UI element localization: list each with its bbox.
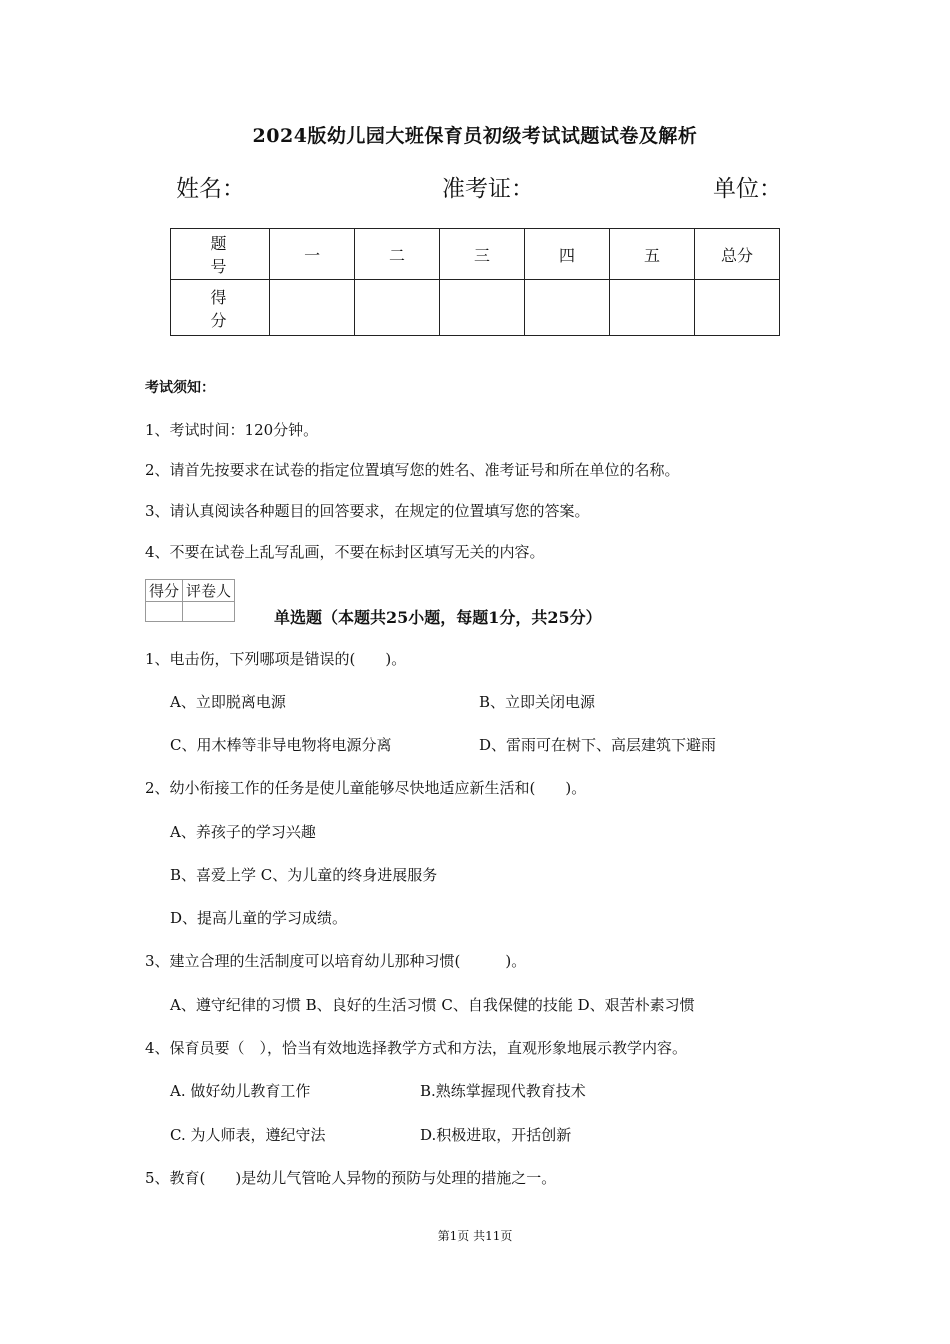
score-column-header: 四	[525, 229, 610, 280]
question-option[interactable]: D、雷雨可在树下、高层建筑下避雨	[479, 736, 717, 754]
question-option[interactable]: D、提高儿童的学习成绩。	[170, 909, 348, 927]
notice-item: 4、不要在试卷上乱写乱画，不要在标封区填写无关的内容。	[145, 543, 545, 561]
grader-box	[145, 579, 235, 622]
question-option[interactable]: B、立即关闭电源	[479, 693, 596, 711]
question-option[interactable]: B、喜爱上学 C、为儿童的终身进展服务	[170, 866, 438, 884]
candidate-info-row	[0, 170, 950, 204]
notice-item: 1、考试时间：120分钟。	[145, 421, 319, 439]
grader-name-cell[interactable]	[183, 602, 235, 622]
score-cell[interactable]	[525, 280, 610, 336]
score-column-header: 总分	[694, 229, 779, 280]
score-column-header: 三	[440, 229, 525, 280]
question-option[interactable]: A、立即脱离电源	[170, 693, 286, 711]
question-option[interactable]: C、用木棒等非导电物将电源分离	[170, 736, 392, 754]
question-option[interactable]: B.熟练掌握现代教育技术	[420, 1082, 586, 1100]
score-column-header: 二	[355, 229, 440, 280]
grader-score-cell[interactable]	[146, 602, 183, 622]
score-row-label: 得 分	[171, 280, 270, 336]
grader-name-label: 评卷人	[183, 580, 235, 602]
score-cell[interactable]	[355, 280, 440, 336]
score-cell[interactable]	[270, 280, 355, 336]
score-table-score-row	[171, 280, 780, 336]
question-stem: 1、电击伤，下列哪项是错误的( )。	[145, 650, 407, 668]
score-column-header: 一	[270, 229, 355, 280]
score-cell[interactable]	[609, 280, 694, 336]
notice-title: 考试须知：	[145, 380, 215, 396]
score-cell[interactable]	[440, 280, 525, 336]
question-stem: 5、教育( )是幼儿气管呛人异物的预防与处理的措施之一。	[145, 1169, 557, 1187]
question-option[interactable]: C. 为人师表，遵纪守法	[170, 1126, 326, 1144]
score-cell[interactable]	[694, 280, 779, 336]
notice-item: 2、请首先按要求在试卷的指定位置填写您的姓名、准考证号和所在单位的名称。	[145, 461, 680, 479]
question-option[interactable]: A、养孩子的学习兴趣	[170, 823, 316, 841]
section-title: 单选题（本题共25小题，每题1分，共25分）	[274, 608, 602, 627]
score-table	[170, 228, 780, 336]
grader-box-header-row	[146, 580, 235, 602]
question-option[interactable]: A、遵守纪律的习惯 B、良好的生活习惯 C、自我保健的技能 D、艰苦朴素习惯	[170, 996, 695, 1014]
question-option[interactable]: D.积极进取，开括创新	[420, 1126, 572, 1144]
grader-box-input-row	[146, 602, 235, 622]
notice-item: 3、请认真阅读各种题目的回答要求，在规定的位置填写您的答案。	[145, 502, 590, 520]
name-field-label: 姓名：	[176, 176, 245, 202]
score-table-header-row	[171, 229, 780, 280]
exam-title: 2024版幼儿园大班保育员初级考试试题试卷及解析	[252, 125, 698, 147]
grader-score-label: 得分	[146, 580, 183, 602]
page-footer: 第1页 共11页	[437, 1229, 513, 1243]
exam-id-field-label: 准考证：	[442, 176, 534, 202]
question-number-label: 题 号	[171, 229, 270, 280]
question-stem: 3、建立合理的生活制度可以培育幼儿那种习惯( )。	[145, 952, 527, 970]
question-option[interactable]: A. 做好幼儿教育工作	[170, 1082, 311, 1100]
unit-field-label: 单位：	[713, 176, 782, 202]
question-stem: 4、保育员要（ ），恰当有效地选择教学方式和方法，直观形象地展示教学内容。	[145, 1039, 688, 1057]
question-stem: 2、幼小衔接工作的任务是使儿童能够尽快地适应新生活和( )。	[145, 779, 587, 797]
score-column-header: 五	[609, 229, 694, 280]
